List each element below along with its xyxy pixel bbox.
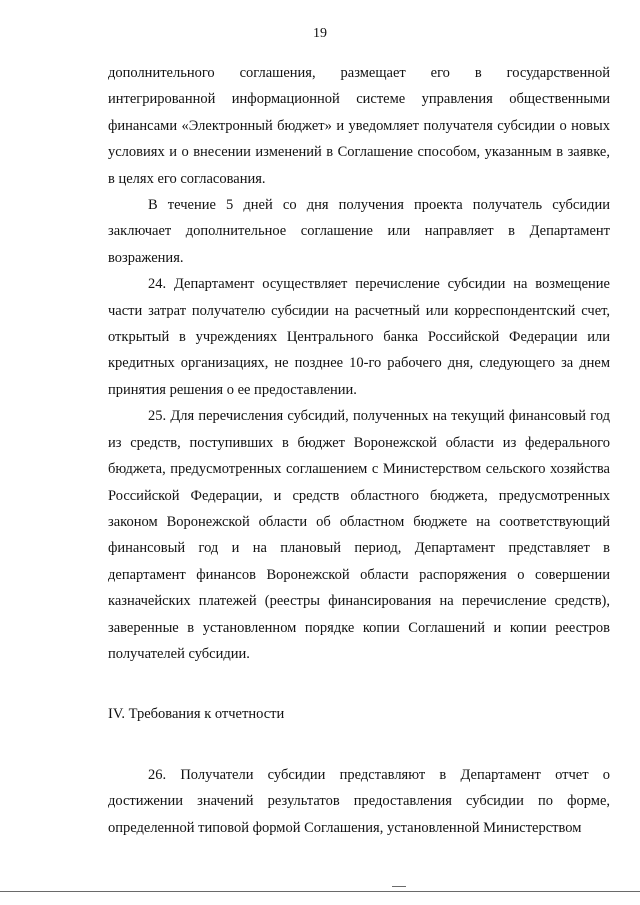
- paragraph-25: 25. Для перечисления субсидий, полученных на текущий финансовый год из средств, поступивших в бюджет Воронежской области из федерального бюджета, предусмотренных соглашением с Министерством сельского хозяйства Российской Федерации, и средств областного бюджета, предусмотренных законом Воронежской области об областном бюджете на соответствующий финансовый год и на плановый период, Департамент представляет в департамент финансов Воронежской области распоряжения о совершении казначейских платежей (реестры финансирования на перечисление средств), заверенные в установленном порядке копии Соглашений и копии реестров получателей субсидии.: [108, 408, 610, 662]
- document-body: [108, 60, 610, 841]
- page-number: 19: [313, 26, 327, 41]
- footer-dash: [392, 886, 406, 887]
- footer-divider: [0, 891, 640, 892]
- paragraph-objections: В течение 5 дней со дня получения проекта получатель субсидии заключает дополнительное соглашение или направляет в Департамент возражения.: [108, 197, 610, 266]
- paragraph-24: 24. Департамент осуществляет перечисление субсидии на возмещение части затрат получателю субсидии на расчетный или корреспондентский счет, открытый в учреждениях Центрального банка Российской Федерации или кредитных организациях, не позднее 10-го рабочего дня, следующего за днем принятия решения о ее предоставлении.: [108, 276, 610, 398]
- section-heading-block: [108, 667, 610, 761]
- paragraph-continuation: дополнительного соглашения, размещает его в государственной интегрированной информационной системе управления общественными финансами «Электронный бюджет» и уведомляет получателя субсидии о новых условиях и о внесении изменений в Соглашение способом, указанным в заявке, в целях его согласования.: [108, 65, 610, 187]
- paragraph-26: 26. Получатели субсидии представляют в Департамент отчет о достижении значений результатов предоставления субсидии по форме, определенной типовой формой Соглашения, установленной Министерством: [108, 766, 610, 836]
- section-heading: IV. Требования к отчетности: [108, 706, 285, 723]
